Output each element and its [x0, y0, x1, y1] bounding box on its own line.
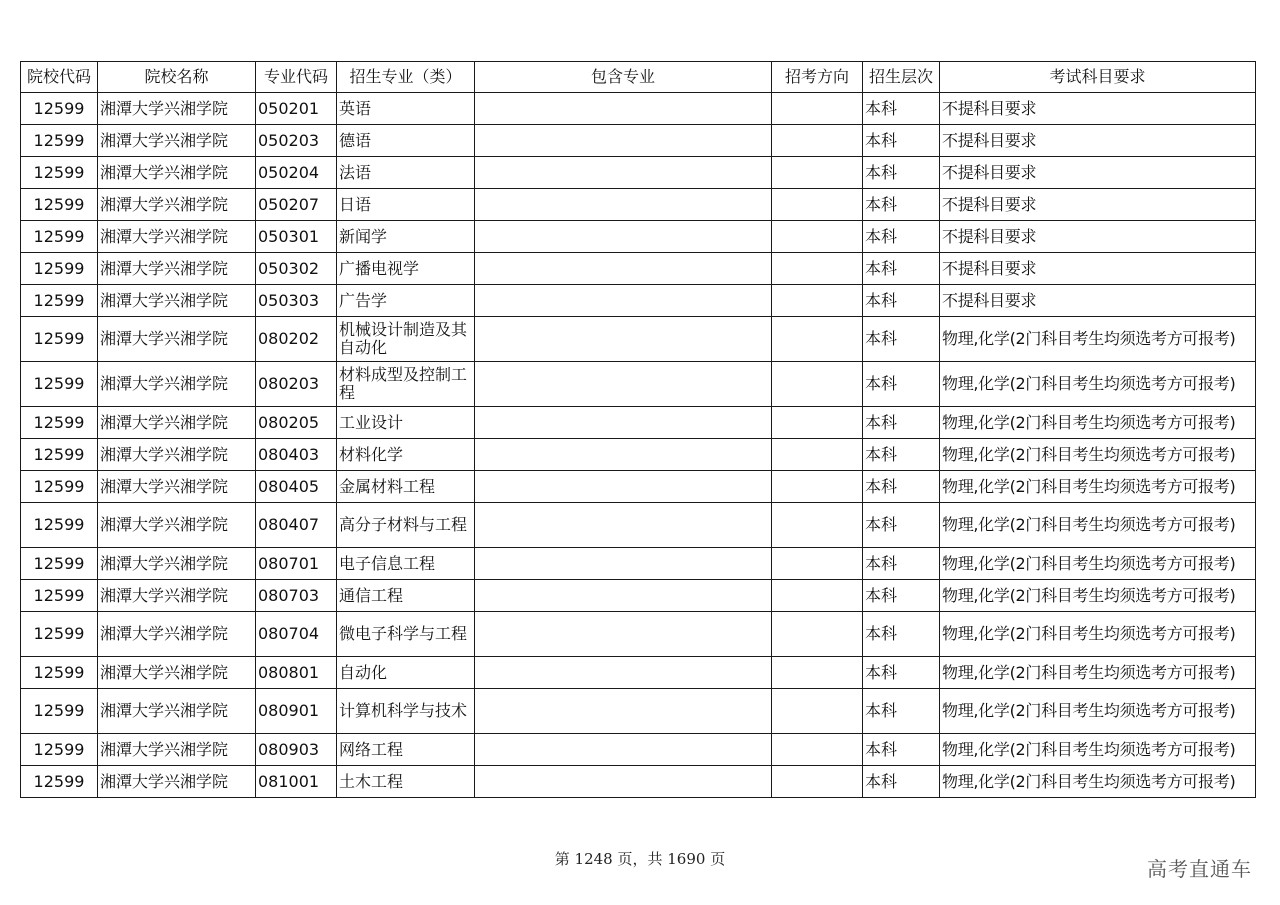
- cell-subject-requirement: 不提科目要求: [940, 221, 1256, 253]
- table-body: [21, 93, 1256, 798]
- cell-included-majors: [475, 612, 772, 657]
- table-row: [21, 93, 1256, 125]
- header-included-majors: 包含专业: [475, 62, 772, 93]
- table-row: [21, 689, 1256, 734]
- cell-major: 工业设计: [337, 407, 475, 439]
- cell-subject-requirement: 物理,化学(2门科目考生均须选考方可报考): [940, 657, 1256, 689]
- cell-major-code: 080901: [256, 689, 337, 734]
- cell-included-majors: [475, 689, 772, 734]
- cell-major: 通信工程: [337, 580, 475, 612]
- cell-school-code: 12599: [21, 439, 98, 471]
- cell-school-code: 12599: [21, 93, 98, 125]
- cell-included-majors: [475, 221, 772, 253]
- cell-major-code: 080403: [256, 439, 337, 471]
- cell-major: 金属材料工程: [337, 471, 475, 503]
- cell-major: 新闻学: [337, 221, 475, 253]
- cell-level: 本科: [863, 612, 940, 657]
- cell-level: 本科: [863, 189, 940, 221]
- cell-school-name: 湘潭大学兴湘学院: [98, 157, 256, 189]
- cell-direction: [772, 503, 863, 548]
- table-row: [21, 407, 1256, 439]
- cell-direction: [772, 612, 863, 657]
- cell-school-name: 湘潭大学兴湘学院: [98, 657, 256, 689]
- cell-school-name: 湘潭大学兴湘学院: [98, 285, 256, 317]
- cell-direction: [772, 689, 863, 734]
- cell-subject-requirement: 不提科目要求: [940, 285, 1256, 317]
- cell-school-code: 12599: [21, 189, 98, 221]
- cell-direction: [772, 362, 863, 407]
- cell-level: 本科: [863, 657, 940, 689]
- cell-level: 本科: [863, 407, 940, 439]
- header-direction: 招考方向: [772, 62, 863, 93]
- cell-major-code: 050207: [256, 189, 337, 221]
- cell-included-majors: [475, 253, 772, 285]
- header-school-code: 院校代码: [21, 62, 98, 93]
- cell-major-code: 050203: [256, 125, 337, 157]
- cell-major: 材料化学: [337, 439, 475, 471]
- cell-included-majors: [475, 407, 772, 439]
- cell-subject-requirement: 不提科目要求: [940, 125, 1256, 157]
- header-subject-requirement: 考试科目要求: [940, 62, 1256, 93]
- cell-school-name: 湘潭大学兴湘学院: [98, 189, 256, 221]
- cell-school-code: 12599: [21, 253, 98, 285]
- cell-level: 本科: [863, 734, 940, 766]
- cell-major-code: 050204: [256, 157, 337, 189]
- cell-major-code: 081001: [256, 766, 337, 798]
- cell-school-name: 湘潭大学兴湘学院: [98, 471, 256, 503]
- cell-level: 本科: [863, 689, 940, 734]
- cell-major-code: 050303: [256, 285, 337, 317]
- cell-included-majors: [475, 93, 772, 125]
- cell-school-name: 湘潭大学兴湘学院: [98, 548, 256, 580]
- cell-school-name: 湘潭大学兴湘学院: [98, 317, 256, 362]
- cell-major: 广播电视学: [337, 253, 475, 285]
- cell-direction: [772, 125, 863, 157]
- cell-included-majors: [475, 548, 772, 580]
- cell-major-code: 080205: [256, 407, 337, 439]
- cell-direction: [772, 253, 863, 285]
- cell-direction: [772, 548, 863, 580]
- cell-direction: [772, 580, 863, 612]
- table-row: [21, 734, 1256, 766]
- cell-direction: [772, 157, 863, 189]
- table-row: [21, 766, 1256, 798]
- cell-major: 德语: [337, 125, 475, 157]
- table-row: [21, 317, 1256, 362]
- cell-included-majors: [475, 657, 772, 689]
- table-row: [21, 125, 1256, 157]
- cell-level: 本科: [863, 362, 940, 407]
- enrollment-table: [20, 61, 1256, 798]
- cell-direction: [772, 766, 863, 798]
- cell-major-code: 080903: [256, 734, 337, 766]
- cell-school-code: 12599: [21, 548, 98, 580]
- cell-school-code: 12599: [21, 471, 98, 503]
- cell-subject-requirement: 物理,化学(2门科目考生均须选考方可报考): [940, 471, 1256, 503]
- cell-level: 本科: [863, 125, 940, 157]
- cell-major-code: 080704: [256, 612, 337, 657]
- cell-subject-requirement: 物理,化学(2门科目考生均须选考方可报考): [940, 612, 1256, 657]
- cell-subject-requirement: 不提科目要求: [940, 253, 1256, 285]
- cell-major-code: 080801: [256, 657, 337, 689]
- cell-included-majors: [475, 189, 772, 221]
- page-number: 第 1248 页，共 1690 页: [554, 850, 726, 868]
- cell-level: 本科: [863, 548, 940, 580]
- cell-subject-requirement: 物理,化学(2门科目考生均须选考方可报考): [940, 548, 1256, 580]
- cell-school-name: 湘潭大学兴湘学院: [98, 734, 256, 766]
- cell-included-majors: [475, 317, 772, 362]
- cell-school-code: 12599: [21, 362, 98, 407]
- cell-subject-requirement: 物理,化学(2门科目考生均须选考方可报考): [940, 689, 1256, 734]
- cell-major-code: 080407: [256, 503, 337, 548]
- cell-school-name: 湘潭大学兴湘学院: [98, 612, 256, 657]
- cell-direction: [772, 285, 863, 317]
- cell-major: 网络工程: [337, 734, 475, 766]
- cell-direction: [772, 439, 863, 471]
- cell-school-name: 湘潭大学兴湘学院: [98, 503, 256, 548]
- cell-subject-requirement: 物理,化学(2门科目考生均须选考方可报考): [940, 439, 1256, 471]
- cell-included-majors: [475, 125, 772, 157]
- cell-level: 本科: [863, 317, 940, 362]
- cell-school-code: 12599: [21, 285, 98, 317]
- table-row: [21, 580, 1256, 612]
- cell-school-code: 12599: [21, 503, 98, 548]
- table-row: [21, 471, 1256, 503]
- cell-included-majors: [475, 471, 772, 503]
- cell-major: 计算机科学与技术: [337, 689, 475, 734]
- cell-included-majors: [475, 580, 772, 612]
- cell-major: 高分子材料与工程: [337, 503, 475, 548]
- cell-direction: [772, 317, 863, 362]
- cell-school-code: 12599: [21, 317, 98, 362]
- cell-major-code: 080703: [256, 580, 337, 612]
- cell-subject-requirement: 物理,化学(2门科目考生均须选考方可报考): [940, 317, 1256, 362]
- cell-direction: [772, 657, 863, 689]
- cell-subject-requirement: 物理,化学(2门科目考生均须选考方可报考): [940, 734, 1256, 766]
- cell-direction: [772, 471, 863, 503]
- cell-subject-requirement: 不提科目要求: [940, 189, 1256, 221]
- cell-school-code: 12599: [21, 689, 98, 734]
- cell-school-code: 12599: [21, 612, 98, 657]
- cell-school-name: 湘潭大学兴湘学院: [98, 580, 256, 612]
- cell-school-code: 12599: [21, 734, 98, 766]
- cell-school-name: 湘潭大学兴湘学院: [98, 125, 256, 157]
- cell-major-code: 080701: [256, 548, 337, 580]
- header-level: 招生层次: [863, 62, 940, 93]
- cell-included-majors: [475, 503, 772, 548]
- cell-school-code: 12599: [21, 580, 98, 612]
- cell-direction: [772, 734, 863, 766]
- cell-major-code: 050201: [256, 93, 337, 125]
- cell-level: 本科: [863, 471, 940, 503]
- cell-school-code: 12599: [21, 766, 98, 798]
- cell-level: 本科: [863, 221, 940, 253]
- cell-level: 本科: [863, 93, 940, 125]
- cell-major: 法语: [337, 157, 475, 189]
- cell-direction: [772, 93, 863, 125]
- table-row: [21, 439, 1256, 471]
- cell-major: 土木工程: [337, 766, 475, 798]
- cell-major-code: 080203: [256, 362, 337, 407]
- cell-subject-requirement: 物理,化学(2门科目考生均须选考方可报考): [940, 580, 1256, 612]
- cell-major: 自动化: [337, 657, 475, 689]
- table-row: [21, 657, 1256, 689]
- cell-subject-requirement: 物理,化学(2门科目考生均须选考方可报考): [940, 362, 1256, 407]
- cell-level: 本科: [863, 580, 940, 612]
- cell-level: 本科: [863, 439, 940, 471]
- cell-level: 本科: [863, 157, 940, 189]
- cell-school-name: 湘潭大学兴湘学院: [98, 362, 256, 407]
- table-row: [21, 221, 1256, 253]
- cell-direction: [772, 407, 863, 439]
- cell-subject-requirement: 不提科目要求: [940, 157, 1256, 189]
- cell-subject-requirement: 物理,化学(2门科目考生均须选考方可报考): [940, 766, 1256, 798]
- cell-major-code: 050302: [256, 253, 337, 285]
- cell-major-code: 050301: [256, 221, 337, 253]
- cell-school-code: 12599: [21, 157, 98, 189]
- header-major: 招生专业（类）: [337, 62, 475, 93]
- cell-school-name: 湘潭大学兴湘学院: [98, 93, 256, 125]
- cell-included-majors: [475, 285, 772, 317]
- cell-major: 英语: [337, 93, 475, 125]
- table-row: [21, 285, 1256, 317]
- cell-level: 本科: [863, 285, 940, 317]
- table-header-row: [21, 62, 1256, 93]
- cell-included-majors: [475, 439, 772, 471]
- table-row: [21, 548, 1256, 580]
- table-row: [21, 253, 1256, 285]
- cell-included-majors: [475, 362, 772, 407]
- cell-school-name: 湘潭大学兴湘学院: [98, 221, 256, 253]
- header-major-code: 专业代码: [256, 62, 337, 93]
- table-row: [21, 157, 1256, 189]
- cell-school-name: 湘潭大学兴湘学院: [98, 766, 256, 798]
- cell-school-name: 湘潭大学兴湘学院: [98, 689, 256, 734]
- cell-included-majors: [475, 157, 772, 189]
- table-row: [21, 612, 1256, 657]
- cell-level: 本科: [863, 766, 940, 798]
- cell-school-code: 12599: [21, 657, 98, 689]
- cell-school-code: 12599: [21, 407, 98, 439]
- cell-major-code: 080202: [256, 317, 337, 362]
- cell-major: 电子信息工程: [337, 548, 475, 580]
- cell-major-code: 080405: [256, 471, 337, 503]
- header-school-name: 院校名称: [98, 62, 256, 93]
- table-row: [21, 189, 1256, 221]
- cell-school-code: 12599: [21, 125, 98, 157]
- cell-subject-requirement: 物理,化学(2门科目考生均须选考方可报考): [940, 503, 1256, 548]
- cell-major: 日语: [337, 189, 475, 221]
- cell-major: 微电子科学与工程: [337, 612, 475, 657]
- table-row: [21, 362, 1256, 407]
- watermark-logo-text: 高考直通车: [1147, 857, 1252, 881]
- cell-school-code: 12599: [21, 221, 98, 253]
- cell-school-name: 湘潭大学兴湘学院: [98, 439, 256, 471]
- table-row: [21, 503, 1256, 548]
- cell-level: 本科: [863, 503, 940, 548]
- cell-major: 材料成型及控制工程: [337, 362, 475, 407]
- cell-direction: [772, 221, 863, 253]
- cell-level: 本科: [863, 253, 940, 285]
- cell-major: 广告学: [337, 285, 475, 317]
- cell-included-majors: [475, 734, 772, 766]
- cell-included-majors: [475, 766, 772, 798]
- cell-school-name: 湘潭大学兴湘学院: [98, 407, 256, 439]
- cell-subject-requirement: 物理,化学(2门科目考生均须选考方可报考): [940, 407, 1256, 439]
- cell-school-name: 湘潭大学兴湘学院: [98, 253, 256, 285]
- cell-major: 机械设计制造及其自动化: [337, 317, 475, 362]
- cell-subject-requirement: 不提科目要求: [940, 93, 1256, 125]
- cell-direction: [772, 189, 863, 221]
